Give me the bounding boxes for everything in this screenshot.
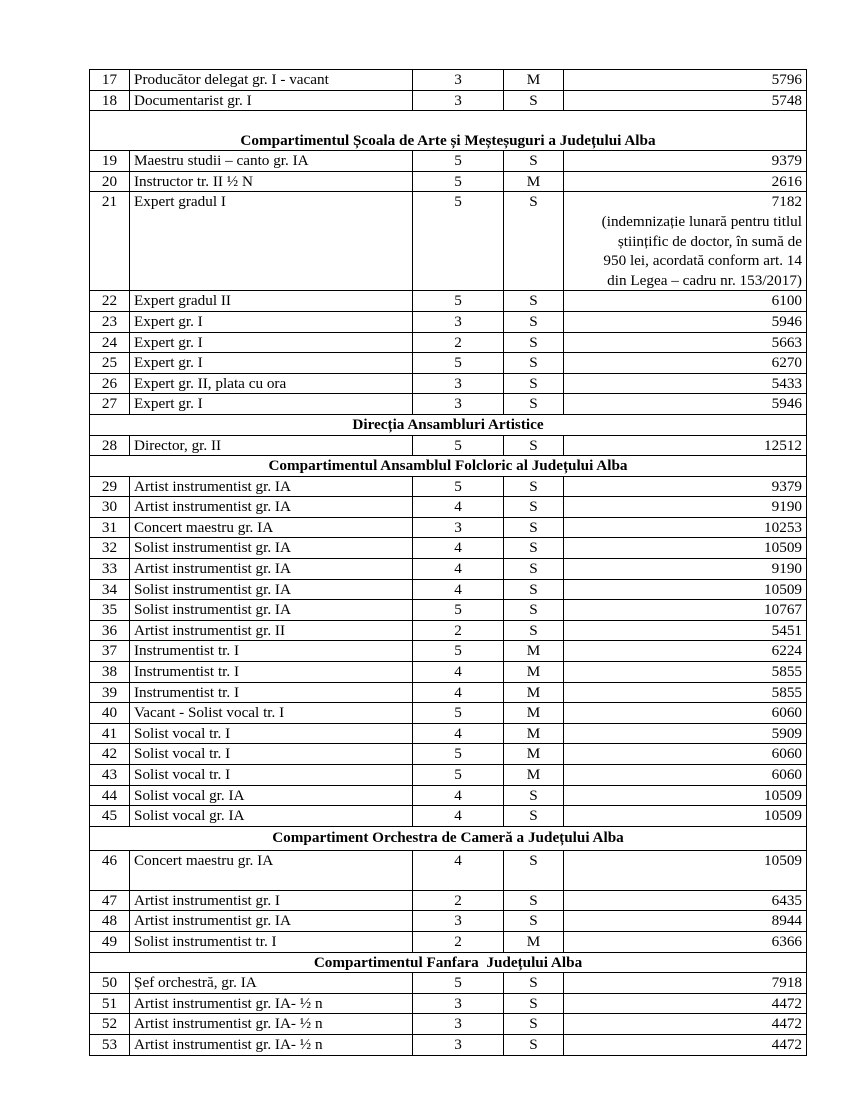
posts-cell: 4 bbox=[413, 559, 504, 580]
level-cell: S bbox=[504, 373, 564, 394]
level-cell: S bbox=[504, 394, 564, 415]
position-cell: Solist vocal tr. I bbox=[130, 744, 413, 765]
table-row bbox=[90, 517, 807, 538]
position-cell: Artist instrumentist gr. I bbox=[130, 890, 413, 911]
posts-cell: 4 bbox=[413, 579, 504, 600]
level-cell: M bbox=[504, 641, 564, 662]
position-cell: Maestru studii – canto gr. IA bbox=[130, 151, 413, 172]
salary-cell: 6270 bbox=[564, 353, 807, 374]
table-row bbox=[90, 662, 807, 683]
position-cell: Expert gr. I bbox=[130, 332, 413, 353]
posts-cell: 2 bbox=[413, 890, 504, 911]
salary-cell: 4472 bbox=[564, 1014, 807, 1035]
position-cell: Expert gr. I bbox=[130, 394, 413, 415]
table-row bbox=[90, 394, 807, 415]
level-cell: S bbox=[504, 476, 564, 497]
position-cell: Instructor tr. II ½ N bbox=[130, 171, 413, 192]
position-cell: Artist instrumentist gr. IA- ½ n bbox=[130, 993, 413, 1014]
salary-cell: 10253 bbox=[564, 517, 807, 538]
level-cell: M bbox=[504, 682, 564, 703]
row-number-cell: 42 bbox=[90, 744, 130, 765]
table-row bbox=[90, 1014, 807, 1035]
row-number-cell: 45 bbox=[90, 806, 130, 827]
row-number-cell: 46 bbox=[90, 850, 130, 890]
level-cell: S bbox=[504, 911, 564, 932]
row-number-cell: 48 bbox=[90, 911, 130, 932]
table-row bbox=[90, 311, 807, 332]
table-row bbox=[90, 850, 807, 890]
posts-cell: 5 bbox=[413, 641, 504, 662]
position-cell: Solist instrumentist gr. IA bbox=[130, 538, 413, 559]
salary-cell: 6060 bbox=[564, 744, 807, 765]
level-cell: S bbox=[504, 785, 564, 806]
table-row bbox=[90, 931, 807, 952]
row-number-cell: 39 bbox=[90, 682, 130, 703]
posts-cell: 4 bbox=[413, 850, 504, 890]
position-cell: Solist instrumentist tr. I bbox=[130, 931, 413, 952]
row-number-cell: 34 bbox=[90, 579, 130, 600]
section-header-row bbox=[90, 414, 807, 435]
table-row bbox=[90, 641, 807, 662]
position-cell: Instrumentist tr. I bbox=[130, 662, 413, 683]
row-number-cell: 47 bbox=[90, 890, 130, 911]
table-row bbox=[90, 620, 807, 641]
table-row bbox=[90, 476, 807, 497]
posts-cell: 5 bbox=[413, 744, 504, 765]
salary-cell: 6224 bbox=[564, 641, 807, 662]
position-cell: Expert gradul I bbox=[130, 192, 413, 291]
table-row bbox=[90, 890, 807, 911]
level-cell: S bbox=[504, 600, 564, 621]
salary-cell: 5796 bbox=[564, 70, 807, 91]
position-cell: Solist instrumentist gr. IA bbox=[130, 600, 413, 621]
level-cell: M bbox=[504, 171, 564, 192]
posts-cell: 3 bbox=[413, 911, 504, 932]
position-cell: Solist vocal gr. IA bbox=[130, 785, 413, 806]
posts-cell: 4 bbox=[413, 538, 504, 559]
posts-cell: 5 bbox=[413, 600, 504, 621]
row-number-cell: 32 bbox=[90, 538, 130, 559]
posts-cell: 5 bbox=[413, 171, 504, 192]
level-cell: M bbox=[504, 744, 564, 765]
level-cell: S bbox=[504, 90, 564, 111]
row-number-cell: 30 bbox=[90, 497, 130, 518]
posts-cell: 5 bbox=[413, 765, 504, 786]
salary-note-line: (indemnizație lunară pentru titlul bbox=[601, 212, 802, 230]
posts-cell: 5 bbox=[413, 703, 504, 724]
position-cell: Artist instrumentist gr. IA bbox=[130, 559, 413, 580]
level-cell: S bbox=[504, 192, 564, 291]
salary-cell: 6100 bbox=[564, 291, 807, 312]
posts-cell: 5 bbox=[413, 973, 504, 994]
salary-cell: 9379 bbox=[564, 151, 807, 172]
row-number-cell: 19 bbox=[90, 151, 130, 172]
posts-cell: 3 bbox=[413, 1034, 504, 1055]
salary-cell: 10509 bbox=[564, 850, 807, 890]
salary-cell: 9190 bbox=[564, 559, 807, 580]
posts-cell: 3 bbox=[413, 517, 504, 538]
level-cell: M bbox=[504, 723, 564, 744]
table-row bbox=[90, 765, 807, 786]
level-cell: S bbox=[504, 1034, 564, 1055]
salary-note-line: din Legea – cadru nr. 153/2017) bbox=[607, 271, 802, 289]
salary-cell: 5909 bbox=[564, 723, 807, 744]
table-row bbox=[90, 497, 807, 518]
position-cell: Expert gr. I bbox=[130, 353, 413, 374]
row-number-cell: 37 bbox=[90, 641, 130, 662]
level-cell: S bbox=[504, 806, 564, 827]
table-row bbox=[90, 90, 807, 111]
salary-cell: 5946 bbox=[564, 311, 807, 332]
posts-cell: 2 bbox=[413, 620, 504, 641]
posts-cell: 5 bbox=[413, 192, 504, 291]
row-number-cell: 50 bbox=[90, 973, 130, 994]
position-cell: Artist instrumentist gr. IA- ½ n bbox=[130, 1014, 413, 1035]
posts-cell: 3 bbox=[413, 373, 504, 394]
row-number-cell: 27 bbox=[90, 394, 130, 415]
row-number-cell: 31 bbox=[90, 517, 130, 538]
posts-cell: 4 bbox=[413, 806, 504, 827]
posts-cell: 3 bbox=[413, 311, 504, 332]
row-number-cell: 24 bbox=[90, 332, 130, 353]
salary-cell: 10509 bbox=[564, 538, 807, 559]
posts-cell: 3 bbox=[413, 70, 504, 91]
position-cell: Expert gr. I bbox=[130, 311, 413, 332]
row-number-cell: 22 bbox=[90, 291, 130, 312]
table-row bbox=[90, 1034, 807, 1055]
position-cell: Artist instrumentist gr. IA bbox=[130, 911, 413, 932]
level-cell: M bbox=[504, 703, 564, 724]
row-number-cell: 53 bbox=[90, 1034, 130, 1055]
salary-cell: 6060 bbox=[564, 765, 807, 786]
level-cell: M bbox=[504, 662, 564, 683]
section-header-label: Compartiment Orchestra de Cameră a Județului Alba bbox=[90, 826, 807, 850]
section-header-row bbox=[90, 456, 807, 477]
posts-cell: 3 bbox=[413, 394, 504, 415]
salary-cell: 10767 bbox=[564, 600, 807, 621]
salary-cell: 4472 bbox=[564, 1034, 807, 1055]
section-header-row bbox=[90, 826, 807, 850]
position-cell: Artist instrumentist gr. IA bbox=[130, 476, 413, 497]
position-cell: Expert gradul II bbox=[130, 291, 413, 312]
posts-cell: 5 bbox=[413, 151, 504, 172]
table-row bbox=[90, 559, 807, 580]
row-number-cell: 49 bbox=[90, 931, 130, 952]
section-header-label: Direcția Ansambluri Artistice bbox=[90, 414, 807, 435]
level-cell: M bbox=[504, 931, 564, 952]
salary-cell: 12512 bbox=[564, 435, 807, 456]
row-number-cell: 51 bbox=[90, 993, 130, 1014]
posts-cell: 4 bbox=[413, 682, 504, 703]
table-row bbox=[90, 703, 807, 724]
salary-cell: 5663 bbox=[564, 332, 807, 353]
salary-cell: 10509 bbox=[564, 785, 807, 806]
salary-cell: 10509 bbox=[564, 579, 807, 600]
table-row bbox=[90, 291, 807, 312]
salary-cell: 8944 bbox=[564, 911, 807, 932]
level-cell: M bbox=[504, 70, 564, 91]
row-number-cell: 20 bbox=[90, 171, 130, 192]
level-cell: S bbox=[504, 579, 564, 600]
position-cell: Solist vocal tr. I bbox=[130, 765, 413, 786]
salary-cell: 5946 bbox=[564, 394, 807, 415]
position-cell: Instrumentist tr. I bbox=[130, 682, 413, 703]
posts-cell: 3 bbox=[413, 1014, 504, 1035]
row-number-cell: 25 bbox=[90, 353, 130, 374]
salary-note-line: științific de doctor, în sumă de bbox=[617, 232, 802, 250]
table-row bbox=[90, 973, 807, 994]
position-cell: Producător delegat gr. I - vacant bbox=[130, 70, 413, 91]
row-number-cell: 29 bbox=[90, 476, 130, 497]
row-number-cell: 52 bbox=[90, 1014, 130, 1035]
row-number-cell: 36 bbox=[90, 620, 130, 641]
position-cell: Artist instrumentist gr. II bbox=[130, 620, 413, 641]
staff-table bbox=[89, 69, 807, 1056]
salary-cell: 2616 bbox=[564, 171, 807, 192]
table-row bbox=[90, 373, 807, 394]
level-cell: S bbox=[504, 291, 564, 312]
table-row bbox=[90, 70, 807, 91]
table-row bbox=[90, 682, 807, 703]
row-number-cell: 21 bbox=[90, 192, 130, 291]
posts-cell: 4 bbox=[413, 662, 504, 683]
table-row bbox=[90, 744, 807, 765]
table-row bbox=[90, 600, 807, 621]
posts-cell: 4 bbox=[413, 785, 504, 806]
posts-cell: 5 bbox=[413, 353, 504, 374]
table-row bbox=[90, 332, 807, 353]
level-cell: M bbox=[504, 765, 564, 786]
row-number-cell: 26 bbox=[90, 373, 130, 394]
row-number-cell: 38 bbox=[90, 662, 130, 683]
posts-cell: 3 bbox=[413, 90, 504, 111]
table-row bbox=[90, 435, 807, 456]
row-number-cell: 41 bbox=[90, 723, 130, 744]
position-cell: Artist instrumentist gr. IA bbox=[130, 497, 413, 518]
level-cell: S bbox=[504, 353, 564, 374]
table-row bbox=[90, 192, 807, 291]
table-row bbox=[90, 151, 807, 172]
row-number-cell: 40 bbox=[90, 703, 130, 724]
salary-cell: 9190 bbox=[564, 497, 807, 518]
salary-cell: 6366 bbox=[564, 931, 807, 952]
section-header-row bbox=[90, 952, 807, 973]
section-header-label: Compartimentul Ansamblul Folcloric al Județului Alba bbox=[90, 456, 807, 477]
level-cell: S bbox=[504, 311, 564, 332]
level-cell: S bbox=[504, 435, 564, 456]
salary-cell: 4472 bbox=[564, 993, 807, 1014]
table-row bbox=[90, 723, 807, 744]
position-cell: Expert gr. II, plata cu ora bbox=[130, 373, 413, 394]
level-cell: S bbox=[504, 538, 564, 559]
salary-cell: 5855 bbox=[564, 682, 807, 703]
position-cell: Artist instrumentist gr. IA- ½ n bbox=[130, 1034, 413, 1055]
posts-cell: 2 bbox=[413, 332, 504, 353]
section-header-label: Compartimentul Școala de Arte și Meșteșuguri a Județului Alba bbox=[90, 111, 807, 151]
level-cell: S bbox=[504, 151, 564, 172]
row-number-cell: 33 bbox=[90, 559, 130, 580]
salary-cell: 9379 bbox=[564, 476, 807, 497]
posts-cell: 3 bbox=[413, 993, 504, 1014]
row-number-cell: 44 bbox=[90, 785, 130, 806]
table-row bbox=[90, 538, 807, 559]
row-number-cell: 43 bbox=[90, 765, 130, 786]
row-number-cell: 35 bbox=[90, 600, 130, 621]
salary-cell: 5855 bbox=[564, 662, 807, 683]
position-cell: Solist vocal gr. IA bbox=[130, 806, 413, 827]
row-number-cell: 23 bbox=[90, 311, 130, 332]
position-cell: Documentarist gr. I bbox=[130, 90, 413, 111]
table-row bbox=[90, 353, 807, 374]
posts-cell: 2 bbox=[413, 931, 504, 952]
salary-cell: 6435 bbox=[564, 890, 807, 911]
row-number-cell: 17 bbox=[90, 70, 130, 91]
level-cell: S bbox=[504, 559, 564, 580]
salary-cell: 5748 bbox=[564, 90, 807, 111]
table-row bbox=[90, 579, 807, 600]
section-header-row bbox=[90, 111, 807, 151]
position-cell: Concert maestru gr. IA bbox=[130, 850, 413, 890]
level-cell: S bbox=[504, 890, 564, 911]
posts-cell: 4 bbox=[413, 497, 504, 518]
section-header-label: Compartimentul Fanfara Județului Alba bbox=[90, 952, 807, 973]
table-row bbox=[90, 806, 807, 827]
level-cell: S bbox=[504, 850, 564, 890]
position-cell: Solist instrumentist gr. IA bbox=[130, 579, 413, 600]
salary-cell: 5433 bbox=[564, 373, 807, 394]
posts-cell: 5 bbox=[413, 435, 504, 456]
table-row bbox=[90, 171, 807, 192]
position-cell: Director, gr. II bbox=[130, 435, 413, 456]
level-cell: S bbox=[504, 517, 564, 538]
level-cell: S bbox=[504, 1014, 564, 1035]
table-row bbox=[90, 993, 807, 1014]
salary-value: 7182 bbox=[771, 193, 802, 211]
table-row bbox=[90, 785, 807, 806]
posts-cell: 5 bbox=[413, 291, 504, 312]
salary-note-line: 950 lei, acordată conform art. 14 bbox=[603, 252, 802, 270]
position-cell: Vacant - Solist vocal tr. I bbox=[130, 703, 413, 724]
position-cell: Instrumentist tr. I bbox=[130, 641, 413, 662]
salary-cell bbox=[564, 192, 807, 291]
level-cell: S bbox=[504, 993, 564, 1014]
position-cell: Șef orchestră, gr. IA bbox=[130, 973, 413, 994]
salary-cell: 10509 bbox=[564, 806, 807, 827]
posts-cell: 4 bbox=[413, 723, 504, 744]
table-row bbox=[90, 911, 807, 932]
staff-table-body bbox=[90, 70, 807, 1056]
row-number-cell: 28 bbox=[90, 435, 130, 456]
level-cell: S bbox=[504, 973, 564, 994]
level-cell: S bbox=[504, 332, 564, 353]
position-cell: Solist vocal tr. I bbox=[130, 723, 413, 744]
position-cell: Concert maestru gr. IA bbox=[130, 517, 413, 538]
level-cell: S bbox=[504, 497, 564, 518]
row-number-cell: 18 bbox=[90, 90, 130, 111]
posts-cell: 5 bbox=[413, 476, 504, 497]
salary-cell: 6060 bbox=[564, 703, 807, 724]
level-cell: S bbox=[504, 620, 564, 641]
salary-cell: 7918 bbox=[564, 973, 807, 994]
salary-cell: 5451 bbox=[564, 620, 807, 641]
